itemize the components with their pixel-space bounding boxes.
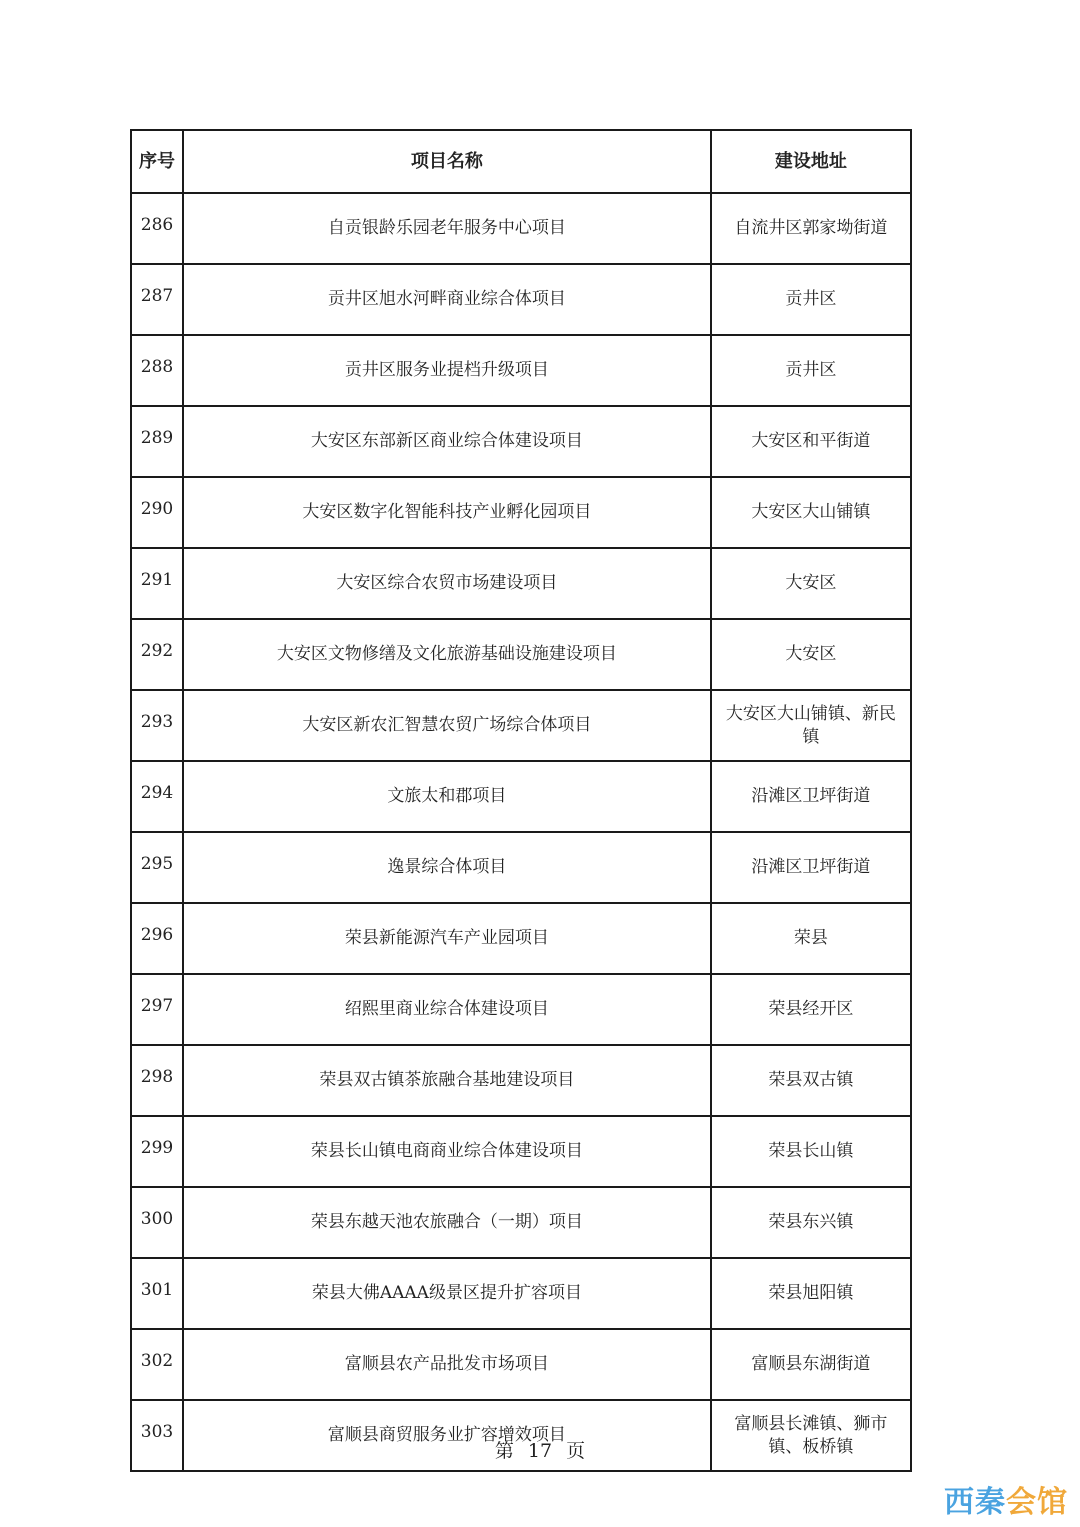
cell-address: 贡井区 (711, 335, 911, 406)
cell-address: 富顺县东湖街道 (711, 1329, 911, 1400)
cell-index: 298 (131, 1045, 183, 1116)
cell-address: 大安区 (711, 619, 911, 690)
page-prefix: 第 (494, 1440, 514, 1462)
cell-project-name: 荣县大佛AAAA级景区提升扩容项目 (183, 1258, 711, 1329)
cell-index: 300 (131, 1187, 183, 1258)
page-suffix: 页 (566, 1440, 586, 1462)
page-number (0, 1436, 1080, 1463)
cell-address: 自流井区郭家坳街道 (711, 193, 911, 264)
page-number-value: 17 (527, 1440, 553, 1462)
cell-project-name: 荣县新能源汽车产业园项目 (183, 903, 711, 974)
table-row (131, 1329, 911, 1400)
table-row (131, 548, 911, 619)
table-row (131, 264, 911, 335)
cell-index: 287 (131, 264, 183, 335)
cell-index: 289 (131, 406, 183, 477)
cell-address: 荣县双古镇 (711, 1045, 911, 1116)
cell-project-name: 富顺县商贸服务业扩容增效项目 (183, 1400, 711, 1471)
project-table (130, 129, 912, 1472)
cell-index: 292 (131, 619, 183, 690)
table-row (131, 1116, 911, 1187)
cell-address: 荣县长山镇 (711, 1116, 911, 1187)
table-row (131, 1045, 911, 1116)
table-row (131, 406, 911, 477)
cell-index: 293 (131, 690, 183, 761)
header-index: 序号 (131, 130, 183, 193)
cell-address: 荣县经开区 (711, 974, 911, 1045)
table-header-row (131, 130, 911, 193)
cell-index: 296 (131, 903, 183, 974)
cell-project-name: 荣县长山镇电商商业综合体建设项目 (183, 1116, 711, 1187)
cell-project-name: 逸景综合体项目 (183, 832, 711, 903)
cell-address: 富顺县长滩镇、狮市镇、板桥镇 (711, 1400, 911, 1471)
cell-address: 荣县东兴镇 (711, 1187, 911, 1258)
cell-address: 沿滩区卫坪街道 (711, 761, 911, 832)
watermark-part-1: 西秦 (944, 1485, 1006, 1520)
cell-project-name: 贡井区服务业提档升级项目 (183, 335, 711, 406)
cell-project-name: 大安区文物修缮及文化旅游基础设施建设项目 (183, 619, 711, 690)
cell-index: 291 (131, 548, 183, 619)
table-row (131, 477, 911, 548)
table-row (131, 832, 911, 903)
table-row (131, 1187, 911, 1258)
cell-address: 荣县 (711, 903, 911, 974)
cell-index: 303 (131, 1400, 183, 1471)
cell-address: 沿滩区卫坪街道 (711, 832, 911, 903)
table-row (131, 619, 911, 690)
watermark-logo (944, 1483, 1068, 1523)
cell-index: 297 (131, 974, 183, 1045)
table-row (131, 193, 911, 264)
cell-address: 大安区和平街道 (711, 406, 911, 477)
cell-index: 295 (131, 832, 183, 903)
cell-index: 286 (131, 193, 183, 264)
cell-address: 荣县旭阳镇 (711, 1258, 911, 1329)
table-row (131, 974, 911, 1045)
cell-project-name: 自贡银龄乐园老年服务中心项目 (183, 193, 711, 264)
cell-address: 大安区 (711, 548, 911, 619)
cell-index: 294 (131, 761, 183, 832)
header-project-name: 项目名称 (183, 130, 711, 193)
cell-project-name: 富顺县农产品批发市场项目 (183, 1329, 711, 1400)
cell-project-name: 绍熙里商业综合体建设项目 (183, 974, 711, 1045)
cell-address: 贡井区 (711, 264, 911, 335)
table-row (131, 903, 911, 974)
watermark-part-2: 会馆 (1006, 1485, 1068, 1520)
cell-project-name: 文旅太和郡项目 (183, 761, 711, 832)
cell-index: 299 (131, 1116, 183, 1187)
cell-index: 302 (131, 1329, 183, 1400)
cell-project-name: 大安区东部新区商业综合体建设项目 (183, 406, 711, 477)
cell-address: 大安区大山铺镇、新民镇 (711, 690, 911, 761)
cell-project-name: 荣县双古镇茶旅融合基地建设项目 (183, 1045, 711, 1116)
header-address: 建设地址 (711, 130, 911, 193)
cell-project-name: 大安区数字化智能科技产业孵化园项目 (183, 477, 711, 548)
cell-project-name: 荣县东越天池农旅融合（一期）项目 (183, 1187, 711, 1258)
cell-project-name: 大安区新农汇智慧农贸广场综合体项目 (183, 690, 711, 761)
cell-project-name: 贡井区旭水河畔商业综合体项目 (183, 264, 711, 335)
table-row (131, 335, 911, 406)
cell-index: 288 (131, 335, 183, 406)
table-row (131, 761, 911, 832)
table-row (131, 690, 911, 761)
cell-address: 大安区大山铺镇 (711, 477, 911, 548)
cell-index: 301 (131, 1258, 183, 1329)
cell-project-name: 大安区综合农贸市场建设项目 (183, 548, 711, 619)
table-row (131, 1258, 911, 1329)
cell-index: 290 (131, 477, 183, 548)
